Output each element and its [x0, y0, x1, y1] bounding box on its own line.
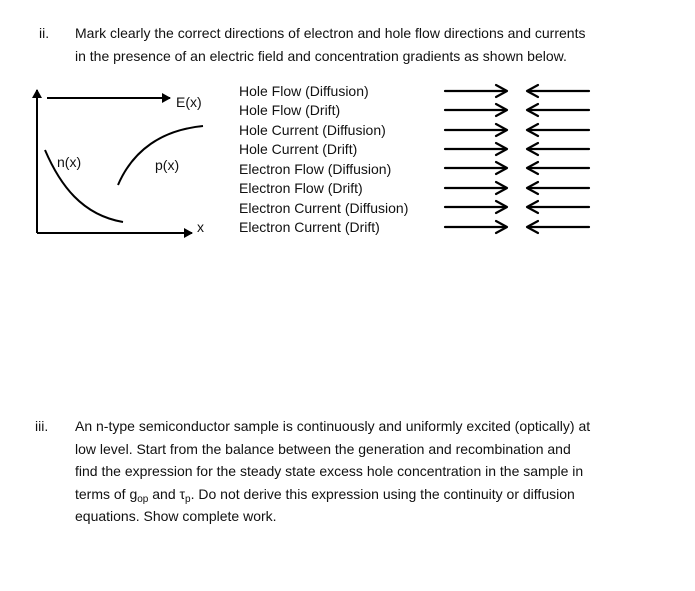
question-iii-line-1: An n-type semiconductor sample is continuously and uniformly excited (optically) at	[75, 418, 591, 434]
line-4-part-c: . Do not derive this expression using the continuity or diffusion	[190, 486, 575, 502]
right-arrows	[445, 85, 507, 233]
question-iii-line-3: find the expression for the steady state excess hole concentration in the sample in	[75, 463, 584, 479]
left-arrows	[527, 85, 589, 233]
left-arrow-icon	[527, 201, 589, 213]
right-arrow-icon	[445, 182, 507, 194]
line-4-part-a: terms of g	[75, 486, 138, 502]
right-arrow-icon	[445, 201, 507, 213]
left-arrow-icon	[527, 124, 589, 136]
item-hole-flow-drift: Hole Flow (Drift)	[239, 102, 341, 118]
right-arrow-icon	[445, 85, 507, 97]
item-electron-flow-drift: Electron Flow (Drift)	[239, 180, 363, 196]
right-arrow-icon	[445, 124, 507, 136]
question-ii-line-2: in the presence of an electric field and concentration gradients as shown below.	[75, 48, 567, 64]
item-hole-current-diffusion: Hole Current (Diffusion)	[239, 122, 386, 138]
item-electron-current-drift: Electron Current (Drift)	[239, 219, 380, 235]
question-iii-number: iii.	[35, 418, 49, 434]
question-iii-line-4	[75, 486, 575, 505]
e-field-label: E(x)	[176, 94, 202, 110]
item-electron-current-diffusion: Electron Current (Diffusion)	[239, 200, 409, 216]
left-arrow-icon	[527, 182, 589, 194]
item-electron-flow-diffusion: Electron Flow (Diffusion)	[239, 161, 392, 177]
question-ii-line-1: Mark clearly the correct directions of electron and hole flow directions and currents	[75, 25, 586, 41]
g-subscript: op	[137, 494, 149, 505]
left-arrow-icon	[527, 162, 589, 174]
x-axis-label: x	[197, 219, 204, 235]
right-arrow-icon	[445, 221, 507, 233]
tau-subscript: p	[185, 494, 191, 505]
right-arrow-icon	[445, 104, 507, 116]
left-arrow-icon	[527, 104, 589, 116]
right-arrow-icon	[445, 143, 507, 155]
right-arrow-icon	[445, 162, 507, 174]
p-curve	[118, 126, 203, 185]
question-ii-number: ii.	[39, 25, 50, 41]
left-arrow-icon	[527, 85, 589, 97]
left-arrow-icon	[527, 221, 589, 233]
left-arrow-icon	[527, 143, 589, 155]
n-curve-label: n(x)	[57, 154, 82, 170]
question-iii-line-2: low level. Start from the balance between the generation and recombination and	[75, 441, 571, 457]
item-hole-current-drift: Hole Current (Drift)	[239, 141, 358, 157]
item-hole-flow-diffusion: Hole Flow (Diffusion)	[239, 83, 369, 99]
p-curve-label: p(x)	[155, 157, 180, 173]
line-4-part-b: and τ	[148, 486, 186, 502]
question-iii-line-5: equations. Show complete work.	[75, 508, 277, 524]
